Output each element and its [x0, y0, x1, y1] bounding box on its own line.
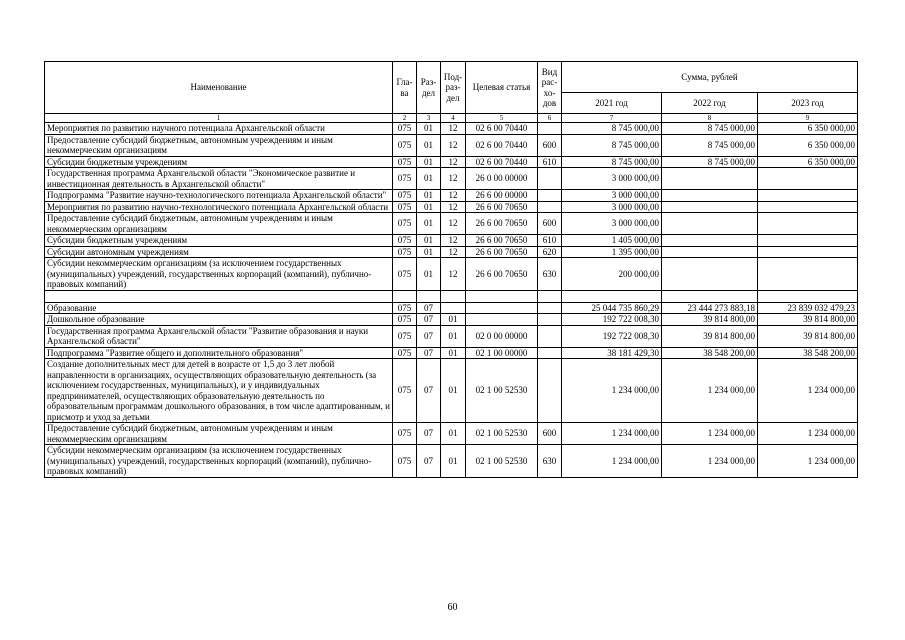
cell-name: Субсидии бюджетным учреждениям — [45, 156, 393, 168]
cell-podrazdel: 01 — [441, 314, 466, 326]
cell-2023: 23 839 032 479,23 — [758, 302, 858, 314]
cell-2023 — [758, 246, 858, 258]
cell-glava: 075 — [393, 156, 417, 168]
cell-target: 26 6 00 70650 — [466, 213, 538, 235]
cell-target — [466, 302, 538, 314]
cell-name: Образование — [45, 302, 393, 314]
cell-2023: 6 350 000,00 — [758, 123, 858, 135]
cell-target: 02 1 00 52530 — [466, 445, 538, 478]
cell-razdel: 07 — [417, 314, 441, 326]
cell-vid — [538, 359, 562, 423]
cell-target: 02 6 00 70440 — [466, 156, 538, 168]
cell-2023 — [758, 168, 858, 190]
cell-vid — [538, 123, 562, 135]
table-row — [45, 246, 858, 258]
column-number: 5 — [466, 114, 538, 123]
cell-2023 — [758, 213, 858, 235]
cell-name: Мероприятия по развитию научно-технологического потенциала Архангельской области — [45, 201, 393, 213]
cell-podrazdel: 01 — [441, 445, 466, 478]
cell-glava: 075 — [393, 258, 417, 291]
cell-2021: 38 181 429,30 — [562, 347, 662, 359]
cell-razdel: 07 — [417, 423, 441, 445]
cell-target: 26 0 00 00000 — [466, 168, 538, 190]
cell-2021: 8 745 000,00 — [562, 134, 662, 156]
cell-2023: 6 350 000,00 — [758, 134, 858, 156]
cell-razdel: 01 — [417, 258, 441, 291]
cell-razdel: 07 — [417, 445, 441, 478]
table-row — [45, 347, 858, 359]
cell-2023: 1 234 000,00 — [758, 359, 858, 423]
cell-vid: 610 — [538, 156, 562, 168]
column-number: 7 — [562, 114, 662, 123]
cell-vid: 630 — [538, 445, 562, 478]
header-glava: Гла-ва — [393, 62, 417, 114]
cell-glava: 075 — [393, 123, 417, 135]
cell-2023 — [758, 235, 858, 247]
cell-2022 — [662, 168, 758, 190]
table-row — [45, 156, 858, 168]
table-row — [45, 123, 858, 135]
column-number: 8 — [662, 114, 758, 123]
cell-2022: 8 745 000,00 — [662, 156, 758, 168]
cell-2022 — [662, 235, 758, 247]
cell-razdel: 01 — [417, 201, 441, 213]
cell-razdel: 01 — [417, 190, 441, 202]
cell-name: Создание дополнительных мест для детей в возрасте от 1,5 до 3 лет любой направленности в организациях, осуществляющих образовательную деятельность (за исключением государственных, муниципальных), и у индивидуальных предпринимателей, осуществляющих образовательную деятельность по образовательным программам дошкольного образования, в том числе адаптированным, и присмотр и уход за детьми — [45, 359, 393, 423]
table-row — [45, 290, 858, 302]
table-row — [45, 325, 858, 347]
cell-podrazdel: 12 — [441, 168, 466, 190]
cell-name: Подпрограмма "Развитие научно-технологического потенциала Архангельской области" — [45, 190, 393, 202]
cell-name: Предоставление субсидий бюджетным, автономным учреждениям и иным некоммерческим организациям — [45, 423, 393, 445]
cell-target: 26 6 00 70650 — [466, 235, 538, 247]
cell-2023: 39 814 800,00 — [758, 325, 858, 347]
header-name: Наименование — [45, 62, 393, 114]
cell-vid: 610 — [538, 235, 562, 247]
cell-glava: 075 — [393, 246, 417, 258]
cell-razdel: 01 — [417, 156, 441, 168]
cell-target: 02 1 00 52530 — [466, 359, 538, 423]
header-razdel: Раз-дел — [417, 62, 441, 114]
cell-2021: 1 234 000,00 — [562, 359, 662, 423]
cell-podrazdel: 12 — [441, 134, 466, 156]
cell-2022: 1 234 000,00 — [662, 445, 758, 478]
table-row — [45, 258, 858, 291]
cell-name: Мероприятия по развитию научного потенциала Архангельской области — [45, 123, 393, 135]
cell-name: Предоставление субсидий бюджетным, автономным учреждениям и иным некоммерческим организациям — [45, 213, 393, 235]
cell-name: Дошкольное образование — [45, 314, 393, 326]
cell-name: Государственная программа Архангельской области "Развитие образования и науки Архангельской области" — [45, 325, 393, 347]
cell-2021: 3 000 000,00 — [562, 190, 662, 202]
cell-podrazdel: 12 — [441, 190, 466, 202]
table-row — [45, 235, 858, 247]
cell-2023: 6 350 000,00 — [758, 156, 858, 168]
cell-glava: 075 — [393, 423, 417, 445]
cell-podrazdel: 12 — [441, 235, 466, 247]
cell-2022: 39 814 800,00 — [662, 314, 758, 326]
cell-glava: 075 — [393, 359, 417, 423]
table-row — [45, 445, 858, 478]
cell-vid: 600 — [538, 213, 562, 235]
column-number: 1 — [45, 114, 393, 123]
cell-2023 — [758, 201, 858, 213]
cell-2022: 38 548 200,00 — [662, 347, 758, 359]
page-number: 60 — [447, 602, 458, 613]
cell-2021: 1 234 000,00 — [562, 445, 662, 478]
cell-vid: 620 — [538, 246, 562, 258]
cell-2023: 39 814 800,00 — [758, 314, 858, 326]
cell-glava: 075 — [393, 213, 417, 235]
cell-podrazdel: 12 — [441, 123, 466, 135]
table-row — [45, 134, 858, 156]
cell-2023 — [758, 290, 858, 302]
cell-2021: 192 722 008,30 — [562, 314, 662, 326]
header-sum: Сумма, рублей — [562, 62, 858, 93]
cell-target: 26 6 00 70650 — [466, 246, 538, 258]
cell-2021: 200 000,00 — [562, 258, 662, 291]
column-number: 2 — [393, 114, 417, 123]
cell-target: 02 0 00 00000 — [466, 325, 538, 347]
cell-razdel: 07 — [417, 347, 441, 359]
cell-2022: 8 745 000,00 — [662, 123, 758, 135]
cell-glava: 075 — [393, 347, 417, 359]
cell-podrazdel: 12 — [441, 156, 466, 168]
cell-vid: 630 — [538, 258, 562, 291]
table-row — [45, 168, 858, 190]
cell-name: Субсидии бюджетным учреждениям — [45, 235, 393, 247]
cell-podrazdel: 01 — [441, 423, 466, 445]
cell-podrazdel: 01 — [441, 347, 466, 359]
cell-glava: 075 — [393, 168, 417, 190]
cell-2022 — [662, 258, 758, 291]
cell-2022: 1 234 000,00 — [662, 423, 758, 445]
column-number: 3 — [417, 114, 441, 123]
column-number: 6 — [538, 114, 562, 123]
column-number: 9 — [758, 114, 858, 123]
cell-razdel: 07 — [417, 325, 441, 347]
cell-2023 — [758, 190, 858, 202]
table-row — [45, 213, 858, 235]
cell-vid — [538, 168, 562, 190]
cell-glava: 075 — [393, 325, 417, 347]
cell-name: Субсидии некоммерческим организациям (за исключением государственных (муниципальных) учреждений, государственных корпораций (компаний), публично-правовых компаний) — [45, 258, 393, 291]
cell-2021: 8 745 000,00 — [562, 156, 662, 168]
column-number-row — [45, 114, 858, 123]
cell-razdel: 07 — [417, 359, 441, 423]
cell-podrazdel: 12 — [441, 213, 466, 235]
header-2021: 2021 год — [562, 93, 662, 114]
cell-podrazdel: 12 — [441, 246, 466, 258]
cell-vid — [538, 314, 562, 326]
cell-2021: 3 000 000,00 — [562, 213, 662, 235]
cell-target — [466, 290, 538, 302]
cell-target: 26 6 00 70650 — [466, 201, 538, 213]
cell-razdel: 07 — [417, 302, 441, 314]
cell-vid — [538, 302, 562, 314]
cell-glava — [393, 290, 417, 302]
cell-vid — [538, 201, 562, 213]
cell-podrazdel — [441, 302, 466, 314]
table-row — [45, 423, 858, 445]
cell-2023: 38 548 200,00 — [758, 347, 858, 359]
cell-2021: 8 745 000,00 — [562, 123, 662, 135]
cell-vid — [538, 325, 562, 347]
cell-2021: 1 395 000,00 — [562, 246, 662, 258]
cell-2022 — [662, 246, 758, 258]
cell-2022: 8 745 000,00 — [662, 134, 758, 156]
cell-name: Субсидии некоммерческим организациям (за исключением государственных (муниципальных) учреждений, государственных корпораций (компаний), публично-правовых компаний) — [45, 445, 393, 478]
cell-name: Предоставление субсидий бюджетным, автономным учреждениям и иным некоммерческим организациям — [45, 134, 393, 156]
cell-vid — [538, 190, 562, 202]
cell-target: 02 6 00 70440 — [466, 123, 538, 135]
header-2022: 2022 год — [662, 93, 758, 114]
cell-glava: 075 — [393, 314, 417, 326]
cell-name: Государственная программа Архангельской области "Экономическое развитие и инвестиционная деятельность в Архангельской области" — [45, 168, 393, 190]
cell-2021: 1 405 000,00 — [562, 235, 662, 247]
cell-glava: 075 — [393, 302, 417, 314]
cell-name: Подпрограмма "Развитие общего и дополнительного образования" — [45, 347, 393, 359]
table-row — [45, 359, 858, 423]
cell-glava: 075 — [393, 201, 417, 213]
cell-vid: 600 — [538, 134, 562, 156]
cell-2023: 1 234 000,00 — [758, 423, 858, 445]
cell-razdel: 01 — [417, 235, 441, 247]
header-2023: 2023 год — [758, 93, 858, 114]
cell-glava: 075 — [393, 134, 417, 156]
table-row — [45, 314, 858, 326]
cell-podrazdel — [441, 290, 466, 302]
cell-target: 02 1 00 00000 — [466, 347, 538, 359]
cell-razdel: 01 — [417, 213, 441, 235]
cell-2021 — [562, 290, 662, 302]
cell-target: 02 6 00 70440 — [466, 134, 538, 156]
cell-glava: 075 — [393, 235, 417, 247]
budget-table — [44, 61, 858, 478]
cell-target: 26 6 00 70650 — [466, 258, 538, 291]
cell-2021: 25 044 735 860,29 — [562, 302, 662, 314]
cell-2021: 192 722 008,30 — [562, 325, 662, 347]
cell-2022 — [662, 290, 758, 302]
cell-vid — [538, 347, 562, 359]
cell-razdel: 01 — [417, 168, 441, 190]
cell-2022: 1 234 000,00 — [662, 359, 758, 423]
cell-2021: 1 234 000,00 — [562, 423, 662, 445]
cell-2022 — [662, 190, 758, 202]
header-vid: Вид рас-хо-дов — [538, 62, 562, 114]
column-number: 4 — [441, 114, 466, 123]
header-podrazdel: Под-раз-дел — [441, 62, 466, 114]
cell-glava: 075 — [393, 190, 417, 202]
cell-razdel: 01 — [417, 123, 441, 135]
cell-glava: 075 — [393, 445, 417, 478]
header-target: Целевая статья — [466, 62, 538, 114]
cell-target — [466, 314, 538, 326]
cell-2023: 1 234 000,00 — [758, 445, 858, 478]
cell-razdel: 01 — [417, 246, 441, 258]
cell-razdel: 01 — [417, 134, 441, 156]
cell-razdel — [417, 290, 441, 302]
cell-name: Субсидии автономным учреждениям — [45, 246, 393, 258]
cell-2022: 23 444 273 883,18 — [662, 302, 758, 314]
cell-2022 — [662, 201, 758, 213]
cell-podrazdel: 12 — [441, 258, 466, 291]
table-row — [45, 190, 858, 202]
cell-vid — [538, 290, 562, 302]
cell-name — [45, 290, 393, 302]
table-row — [45, 302, 858, 314]
cell-podrazdel: 01 — [441, 325, 466, 347]
cell-2021: 3 000 000,00 — [562, 168, 662, 190]
table-row — [45, 201, 858, 213]
cell-2023 — [758, 258, 858, 291]
cell-podrazdel: 01 — [441, 359, 466, 423]
cell-target: 02 1 00 52530 — [466, 423, 538, 445]
cell-target: 26 6 00 00000 — [466, 190, 538, 202]
cell-2021: 3 000 000,00 — [562, 201, 662, 213]
cell-vid: 600 — [538, 423, 562, 445]
cell-podrazdel: 12 — [441, 201, 466, 213]
cell-2022: 39 814 800,00 — [662, 325, 758, 347]
cell-2022 — [662, 213, 758, 235]
